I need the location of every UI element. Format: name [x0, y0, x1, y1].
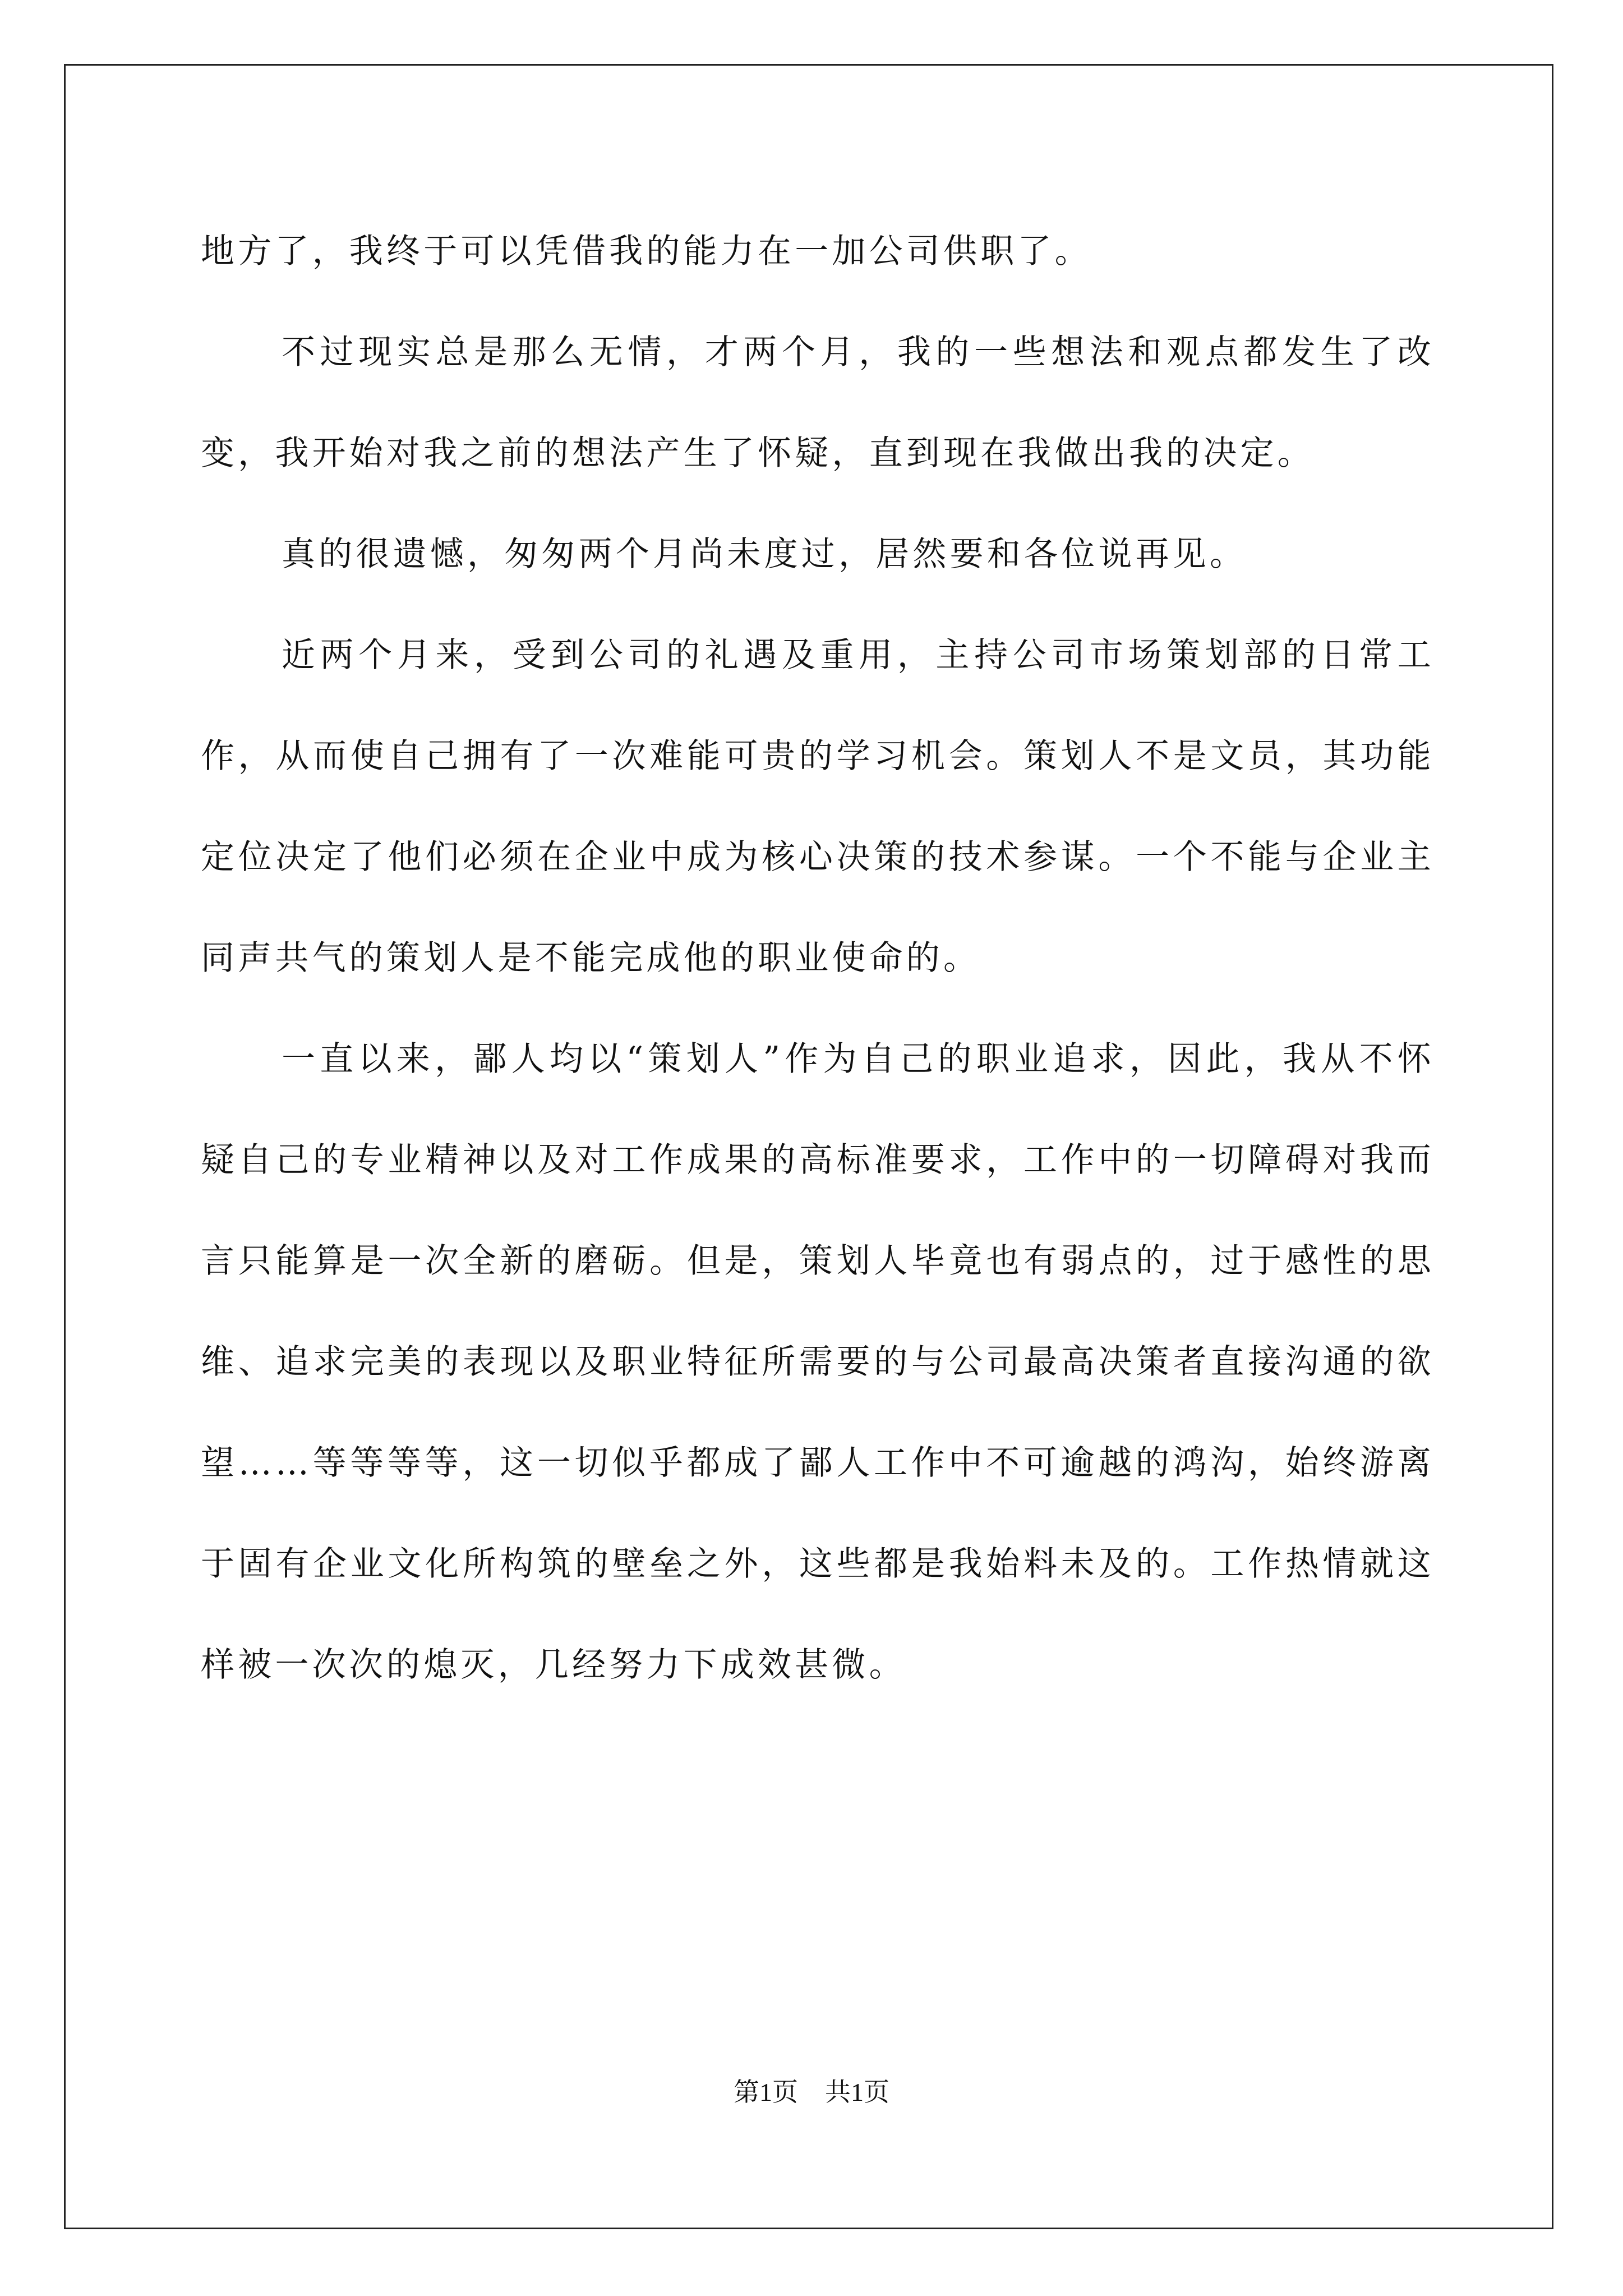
page-number-total: 共1页	[825, 2078, 889, 2106]
paragraph-2: 不过现实总是那么无情，才两个月，我的一些想法和观点都发生了改变，我开始对我之前的想法产生了怀疑，直到现在我做出我的决定。	[201, 333, 1435, 473]
document-body	[201, 201, 1435, 1715]
page-number-current: 第1页	[734, 2078, 798, 2106]
paragraph-1: 地方了，我终于可以凭借我的能力在一加公司供职了。	[201, 232, 1092, 271]
paragraph-4: 近两个月来，受到公司的礼遇及重用，主持公司市场策划部的日常工作，从而使自己拥有了一次难能可贵的学习机会。策划人不是文员，其功能定位决定了他们必须在企业中成为核心决策的技术参谋。一个不能与企业主同声共气的策划人是不能完成他的职业使命的。	[201, 636, 1435, 978]
paragraph-5: 一直以来，鄙人均以“策划人”作为自己的职业追求，因此，我从不怀疑自己的专业精神以及对工作成果的高标准要求，工作中的一切障碍对我而言只能算是一次全新的磨砺。但是，策划人毕竟也有弱点的，过于感性的思维、追求完美的表现以及职业特征所需要的与公司最高决策者直接沟通的欲望……等等等等，这一切似乎都成了鄙人工作中不可逾越的鸿沟，始终游离于固有企业文化所构筑的壁垒之外，这些都是我始料未及的。工作热情就这样被一次次的熄灭，几经努力下成效甚微。	[201, 1039, 1435, 1685]
paragraph-3: 真的很遗憾，匆匆两个月尚未度过，居然要和各位说再见。	[282, 535, 1247, 574]
page-footer	[0, 2076, 1623, 2109]
